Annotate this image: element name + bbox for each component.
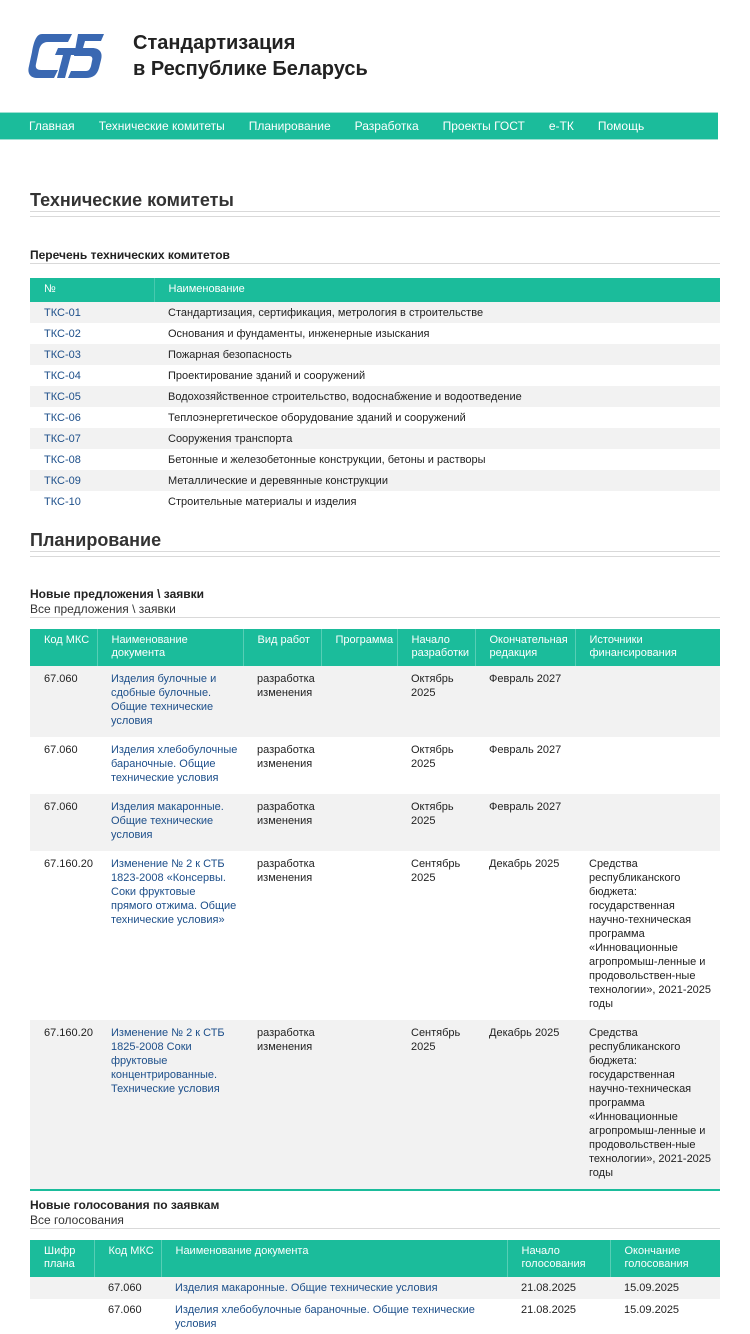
planning-heading: Планирование (30, 530, 162, 550)
committee-code-link[interactable]: ТКС-04 (44, 370, 81, 382)
column-header-final-edition[interactable]: Окончательная редакция (475, 629, 575, 666)
final-edition-date: Февраль 2027 (475, 794, 575, 851)
funding-source (575, 666, 720, 737)
site-title-line1: Стандартизация (133, 32, 296, 54)
table-row (30, 737, 720, 794)
funding-source: Средства республиканского бюджета: государственная научно-техническая программа «Инновационные агропромыш-ленные и продовольствен-ные технологии», 2021-2025 годы (575, 1020, 720, 1190)
plan-code (30, 1299, 94, 1334)
committees-list-title: Перечень технических комитетов (30, 248, 230, 262)
funding-source (575, 794, 720, 851)
committees-heading-rule (30, 211, 720, 217)
committee-name: Металлические и деревянные конструкции (154, 470, 720, 491)
votes-table (30, 1240, 720, 1334)
nav-item-committees[interactable]: Технические комитеты (98, 119, 225, 133)
vote-start-date: 21.08.2025 (507, 1277, 610, 1299)
committees-table (30, 278, 720, 512)
column-header-vote-end[interactable]: Окончание голосования (610, 1240, 720, 1277)
column-header-mks-code[interactable]: Код МКС (94, 1240, 161, 1277)
column-header-document-name[interactable]: Наименование документа (97, 629, 243, 666)
column-header-start[interactable]: Начало разработки (397, 629, 475, 666)
committee-code-link[interactable]: ТКС-02 (44, 328, 81, 340)
table-row (30, 386, 720, 407)
vote-end-date: 15.09.2025 (610, 1277, 720, 1299)
nav-item-gost-projects[interactable]: Проекты ГОСТ (442, 119, 525, 133)
table-row (30, 323, 720, 344)
table-row (30, 365, 720, 386)
mks-code: 67.060 (30, 666, 97, 737)
mks-code: 67.060 (30, 794, 97, 851)
committee-code-link[interactable]: ТКС-08 (44, 454, 81, 466)
main-nav (0, 112, 718, 140)
final-edition-date: Февраль 2027 (489, 744, 562, 756)
table-row (30, 407, 720, 428)
votes-title: Новые голосования по заявкам (30, 1198, 220, 1212)
committee-code-link[interactable]: ТКС-03 (44, 349, 81, 361)
site-title-line2: в Республике Беларусь (133, 58, 368, 80)
table-row (30, 302, 720, 323)
work-type: разработка изменения (257, 858, 315, 884)
vote-end-date: 15.09.2025 (624, 1304, 680, 1316)
all-votes-link[interactable]: Все голосования (30, 1213, 124, 1227)
document-name-link[interactable]: Изделия хлебобулочные бараночные. Общие технические условия (175, 1304, 475, 1330)
work-type: разработка изменения (257, 744, 315, 770)
column-header-number[interactable]: № (30, 278, 154, 302)
final-edition-date: Декабрь 2025 (489, 858, 560, 870)
nav-item-planning[interactable]: Планирование (248, 119, 331, 133)
committee-name: Проектирование зданий и сооружений (168, 370, 366, 382)
document-name-link[interactable]: Изделия макаронные. Общие технические условия (111, 801, 224, 841)
planning-heading-rule (30, 551, 720, 557)
program (321, 666, 397, 737)
start-date: Сентябрь 2025 (411, 858, 461, 884)
column-header-program[interactable]: Программа (321, 629, 397, 666)
table-row (30, 851, 720, 1020)
votes-rule (30, 1228, 720, 1229)
proposals-rule (30, 617, 720, 618)
table-row (30, 470, 720, 491)
votes-table-header (30, 1240, 720, 1277)
committees-table-header (30, 278, 720, 302)
start-date: Октябрь 2025 (397, 666, 475, 737)
table-row (30, 344, 720, 365)
nav-item-help[interactable]: Помощь (597, 119, 645, 133)
column-header-work-type[interactable]: Вид работ (243, 629, 321, 666)
program (321, 1020, 397, 1190)
program (321, 794, 397, 851)
work-type: разработка изменения (243, 794, 321, 851)
table-row (30, 1020, 720, 1190)
mks-code: 67.160.20 (44, 858, 93, 870)
start-date: Октябрь 2025 (411, 744, 454, 770)
work-type: разработка изменения (243, 666, 321, 737)
column-header-funding[interactable]: Источники финансирования (575, 629, 720, 666)
start-date: Октябрь 2025 (397, 794, 475, 851)
mks-code: 67.060 (94, 1277, 161, 1299)
column-header-mks-code[interactable]: Код МКС (30, 629, 97, 666)
table-row (30, 666, 720, 737)
nav-item-e-tk[interactable]: е-ТК (548, 119, 574, 133)
all-proposals-link[interactable]: Все предложения \ заявки (30, 602, 176, 616)
committees-list-rule (30, 263, 720, 264)
mks-code: 67.160.20 (30, 1020, 97, 1190)
committee-code-link[interactable]: ТКС-10 (44, 496, 81, 508)
column-header-plan-code[interactable]: Шифр плана (30, 1240, 94, 1277)
committee-name: Строительные материалы и изделия (168, 496, 357, 508)
committees-heading: Технические комитеты (30, 190, 234, 210)
stb-logo-icon[interactable] (28, 28, 106, 84)
vote-start-date: 21.08.2025 (521, 1304, 577, 1316)
plan-code (30, 1277, 94, 1299)
committee-code-link[interactable]: ТКС-01 (44, 307, 81, 319)
document-name-link[interactable]: Изделия макаронные. Общие технические условия (175, 1282, 438, 1294)
document-name-link[interactable]: Изделия хлебобулочные бараночные. Общие технические условия (111, 744, 238, 784)
final-edition-date: Декабрь 2025 (475, 1020, 575, 1190)
column-header-document-name[interactable]: Наименование документа (161, 1240, 507, 1277)
mks-code: 67.060 (108, 1304, 142, 1316)
nav-item-development[interactable]: Разработка (354, 119, 419, 133)
committee-code-link[interactable]: ТКС-05 (44, 391, 81, 403)
site-title (133, 30, 368, 82)
table-row (30, 428, 720, 449)
committee-name: Бетонные и железобетонные конструкции, бетоны и растворы (168, 454, 486, 466)
table-row (30, 1277, 720, 1299)
work-type: разработка изменения (243, 1020, 321, 1190)
committee-code-link[interactable]: ТКС-09 (44, 475, 81, 487)
program (321, 851, 397, 1020)
funding-source (575, 737, 720, 794)
table-row (30, 491, 720, 512)
document-name-link[interactable]: Изменение № 2 к СТБ 1823-2008 «Консервы. Соки фруктовые прямого отжима. Общие технические условия» (111, 858, 237, 926)
committee-name: Сооружения транспорта (154, 428, 720, 449)
document-name-link[interactable]: Изделия булочные и сдобные булочные. Общие технические условия (111, 673, 217, 727)
funding-source: Средства республиканского бюджета: государственная научно-техническая программа «Инновационные агропромыш-ленные и продовольствен-ные технологии», 2021-2025 годы (589, 858, 712, 1010)
committee-name: Теплоэнергетическое оборудование зданий и сооружений (168, 412, 466, 424)
table-row (30, 449, 720, 470)
committee-name: Пожарная безопасность (154, 344, 720, 365)
mks-code: 67.060 (44, 744, 78, 756)
committee-code-link[interactable]: ТКС-07 (44, 433, 81, 445)
proposals-table-header (30, 629, 720, 666)
committee-name: Стандартизация, сертификация, метрология в строительстве (154, 302, 720, 323)
proposals-table (30, 629, 720, 1191)
site-header (0, 0, 750, 110)
nav-item-home[interactable]: Главная (29, 119, 75, 133)
table-row (30, 1299, 720, 1334)
final-edition-date: Февраль 2027 (475, 666, 575, 737)
start-date: Сентябрь 2025 (397, 1020, 475, 1190)
document-name-link[interactable]: Изменение № 2 к СТБ 1825-2008 Соки фруктовые концентрированные. Технические условия (111, 1027, 225, 1095)
program (321, 737, 397, 794)
committee-name: Основания и фундаменты, инженерные изыскания (168, 328, 430, 340)
proposals-title: Новые предложения \ заявки (30, 587, 205, 601)
table-row (30, 794, 720, 851)
column-header-name[interactable]: Наименование (154, 278, 720, 302)
committee-code-link[interactable]: ТКС-06 (44, 412, 81, 424)
column-header-vote-start[interactable]: Начало голосования (507, 1240, 610, 1277)
committee-name: Водохозяйственное строительство, водоснабжение и водоотведение (154, 386, 720, 407)
